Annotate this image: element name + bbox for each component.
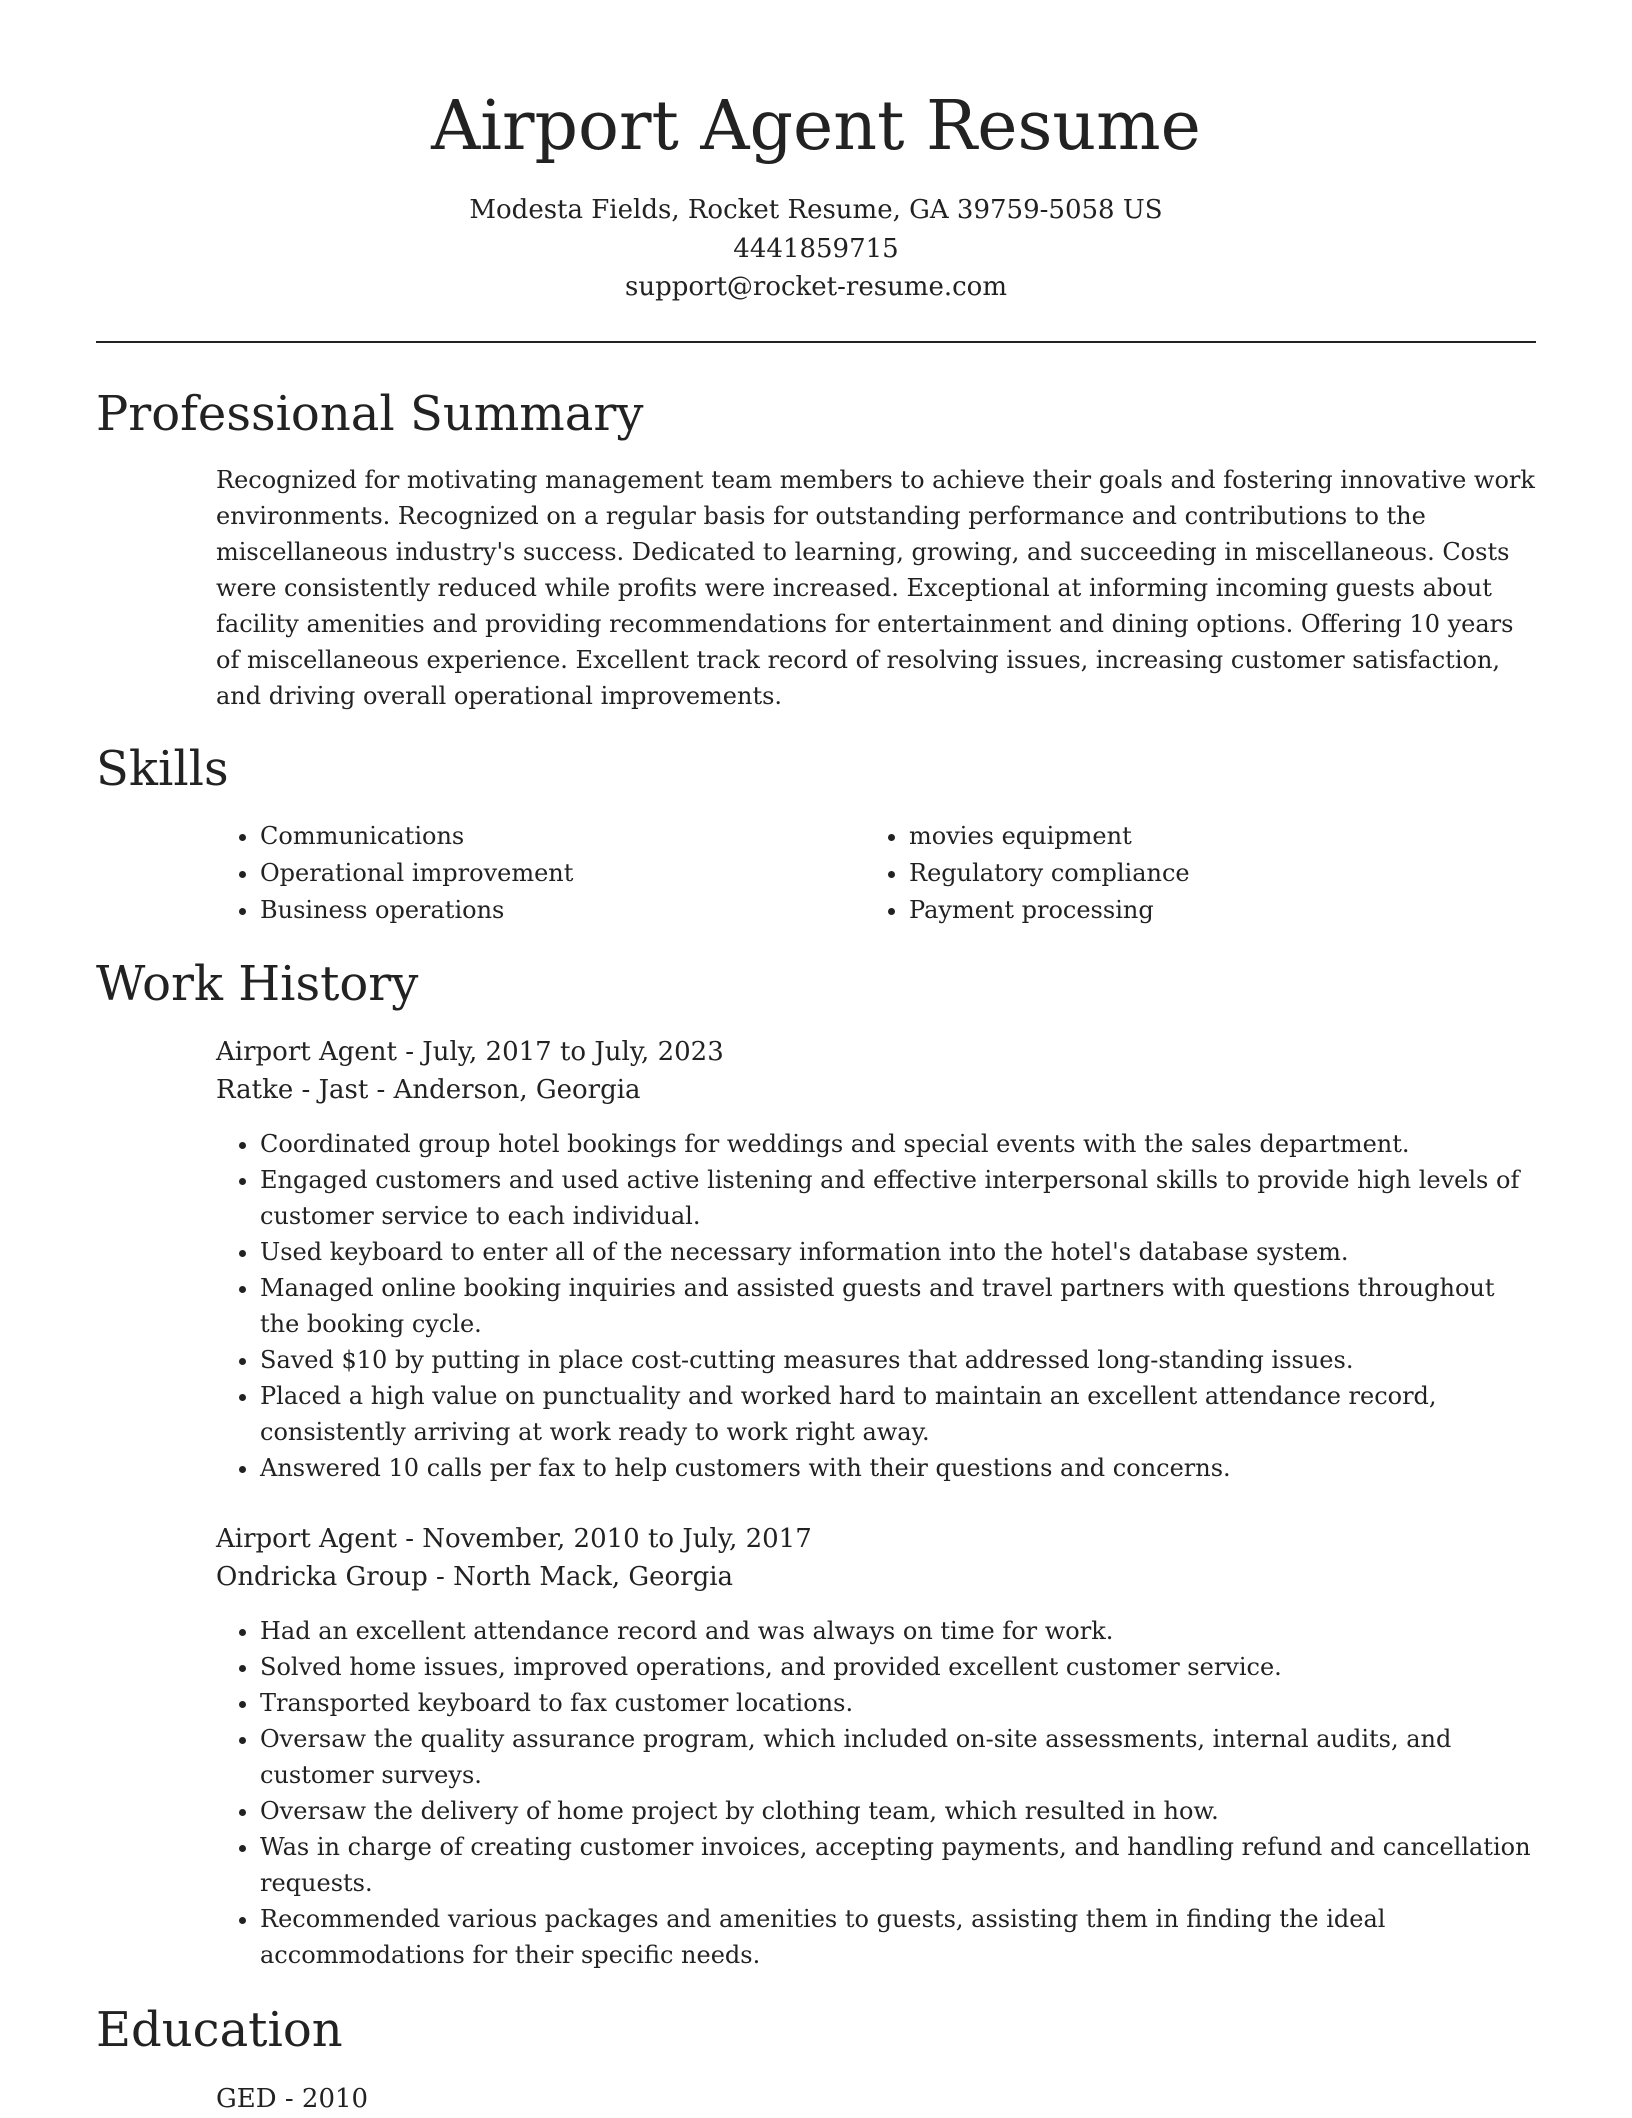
job-bullet: • Was in charge of creating customer invoices, accepting payments, and handling refund and cancellation requests. bbox=[260, 1829, 1536, 1901]
skills-column-right bbox=[865, 818, 1505, 929]
job-bullet: • Coordinated group hotel bookings for weddings and special events with the sales department. bbox=[260, 1126, 1536, 1162]
job-bullet: • Answered 10 calls per fax to help customers with their questions and concerns. bbox=[260, 1450, 1536, 1486]
job-bullet: • Transported keyboard to fax customer locations. bbox=[260, 1685, 1536, 1721]
job-bullet: • Managed online booking inquiries and assisted guests and travel partners with questions throughout the booking cycle. bbox=[260, 1270, 1536, 1342]
job-bullet: • Solved home issues, improved operations, and provided excellent customer service. bbox=[260, 1649, 1536, 1685]
job-dates: - November, 2010 to July, 2017 bbox=[396, 1524, 812, 1554]
education-degree: GED bbox=[216, 2084, 277, 2114]
job-entry bbox=[216, 1033, 1536, 1486]
section-title-summary: Professional Summary bbox=[96, 386, 644, 442]
contact-email: support@rocket-resume.com bbox=[624, 272, 1007, 302]
job-dates: - July, 2017 to July, 2023 bbox=[396, 1037, 724, 1067]
job-bullet: • Used keyboard to enter all of the necessary information into the hotel's database system. bbox=[260, 1234, 1536, 1270]
job-title: Airport Agent bbox=[216, 1524, 397, 1554]
job-bullets bbox=[216, 1613, 1536, 1973]
job-bullet: • Oversaw the delivery of home project by clothing team, which resulted in how. bbox=[260, 1793, 1536, 1829]
job-bullet: • Oversaw the quality assurance program, which included on-site assessments, internal audits, and customer surveys. bbox=[260, 1721, 1536, 1793]
education-entry bbox=[216, 2080, 368, 2118]
contact-address: Modesta Fields, Rocket Resume, GA 39759-5058 US bbox=[469, 195, 1163, 225]
job-title: Airport Agent bbox=[216, 1037, 397, 1067]
skill-item: • movies equipment bbox=[909, 818, 1505, 855]
resume-title: Airport Agent Resume bbox=[431, 87, 1201, 166]
header-divider bbox=[96, 341, 1536, 343]
job-bullets bbox=[216, 1126, 1536, 1486]
job-title-line bbox=[216, 1033, 1536, 1071]
skills-column-left bbox=[216, 818, 856, 929]
contact-phone: 4441859715 bbox=[733, 234, 899, 264]
skill-item: • Business operations bbox=[260, 892, 856, 929]
skill-item: • Regulatory compliance bbox=[909, 855, 1505, 892]
job-bullet: • Had an excellent attendance record and was always on time for work. bbox=[260, 1613, 1536, 1649]
job-bullet: • Saved $10 by putting in place cost-cutting measures that addressed long-standing issues. bbox=[260, 1342, 1536, 1378]
job-bullet: • Engaged customers and used active listening and effective interpersonal skills to provide high levels of customer service to each individual. bbox=[260, 1162, 1536, 1234]
summary-text: Recognized for motivating management team members to achieve their goals and fostering innovative work environments. Recognized on a regular basis for outstanding performance and contributions to the miscellaneous industry's success. Dedicated to learning, growing, and succeeding in miscellaneous. Costs were consistently reduced while profits were increased. Exceptional at informing incoming guests about facility amenities and providing recommendations for entertainment and dining options. Offering 10 years of miscellaneous experience. Excellent track record of resolving issues, increasing customer satisfaction, and driving overall operational improvements. bbox=[216, 466, 1535, 710]
job-company: Ratke - Jast bbox=[216, 1075, 369, 1105]
section-title-education: Education bbox=[96, 2002, 343, 2058]
job-bullet: • Placed a high value on punctuality and worked hard to maintain an excellent attendance record, consistently arriving at work ready to work right away. bbox=[260, 1378, 1536, 1450]
job-title-line bbox=[216, 1520, 1536, 1558]
job-location: - North Mack, Georgia bbox=[427, 1562, 734, 1592]
skill-item: • Communications bbox=[260, 818, 856, 855]
section-title-work-history: Work History bbox=[96, 956, 419, 1012]
job-bullet: • Recommended various packages and amenities to guests, assisting them in finding the ideal accommodations for their specific needs. bbox=[260, 1901, 1536, 1973]
section-title-skills: Skills bbox=[96, 741, 229, 797]
skill-item: • Operational improvement bbox=[260, 855, 856, 892]
job-company-line bbox=[216, 1071, 1536, 1109]
job-company-line bbox=[216, 1558, 1536, 1596]
skill-item: • Payment processing bbox=[909, 892, 1505, 929]
job-company: Ondricka Group bbox=[216, 1562, 428, 1592]
education-year: - 2010 bbox=[276, 2084, 369, 2114]
job-location: - Anderson, Georgia bbox=[368, 1075, 641, 1105]
job-entry bbox=[216, 1520, 1536, 1973]
